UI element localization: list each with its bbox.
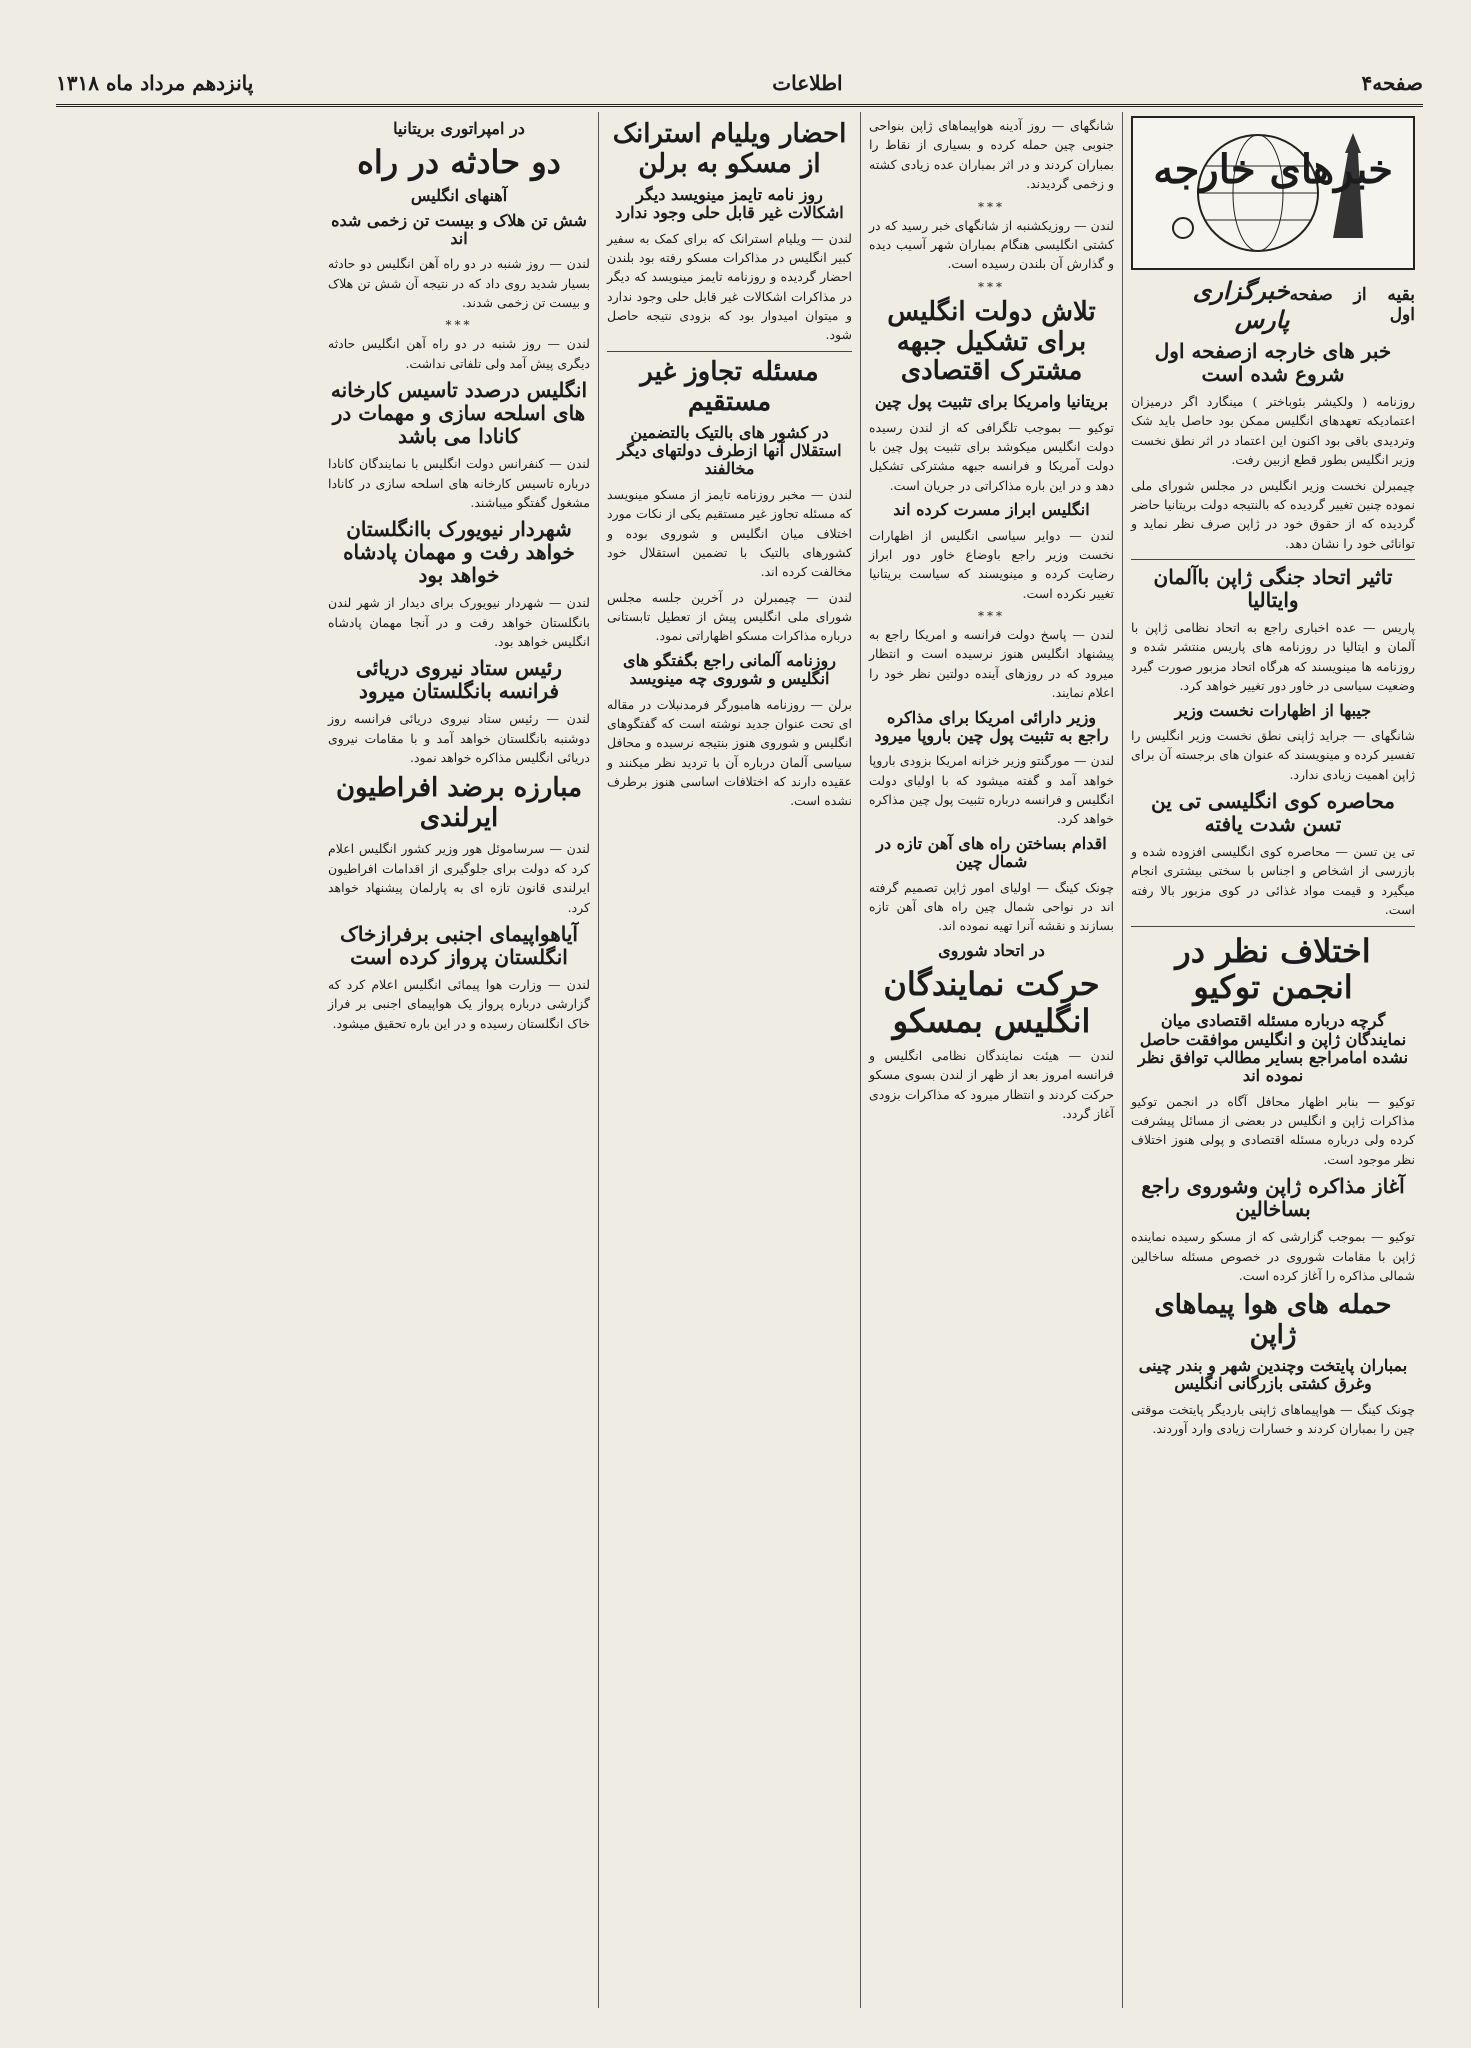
article-text: لندن — روز شنبه در دو راه آهن انگلیس حادثه دیگری پیش آمد ولی تلفاتی نداشت. [328, 336, 590, 371]
separator-stars: *** [978, 279, 1005, 294]
section-tag-empire: در امپراتوری بریتانیا [393, 119, 525, 138]
headline-german-paper: روزنامه آلمانی راجع بگفتگو های انگلیس و شوروی چه مینویسد [623, 650, 836, 689]
article-text: شانگهای — روز آدینه هواپیماهای ژاپن بنواحی جنوبی چین حمله کرده و بسیاری از نقاط را بمباران کردند و در اثر بمباران عده زیادی کشته و زخمی گردیدند. [869, 118, 1114, 192]
headline-alliance: تاثیر اتحاد جنگی ژاپن باآلمان وایتالیا [1153, 565, 1393, 612]
subheadline-rail: آهنهای انگلیس [410, 186, 508, 206]
article-text: چونک کینگ — اولیای امور ژاپن تصمیم گرفته اند در نواحی شمال چین راه های آهن تازه بسازند و نقشه آنرا تهیه نموده اند. [869, 879, 1114, 934]
agency-name: خبرگزاری پارس [1192, 276, 1290, 334]
headline-foreign-plane: آیاهواپیمای اجنبی برفرازخاک انگلستان پرواز کرده است [340, 921, 578, 969]
banner-title: خبرهای خارجه [1153, 146, 1393, 193]
subheadline-casualties: شش تن هلاک و بیست تن زخمی شده اند [331, 210, 587, 248]
article-text: لندن — ویلیام استرانک که برای کمک به سفیر کبیر انگلیس در مذاکرات مسکو رفته بود بلندن احضار گردیده و روزنامه تایمز مینویسد که دیگر در مذاکرات اشکالات غیر قابل حلی وجود ندارد و میتوان امیدوار بود که بزودی نتیجه حاصل شود. [607, 230, 852, 343]
article-text: لندن — وزارت هوا پیمائی انگلیس اعلام کرد که گزارشی درباره پرواز یک هواپیمای اجنبی بر فراز خاک انگلستان رسیده و در این باره تحقیق میشود. [328, 976, 590, 1031]
headline-morgenthau: وزیر دارائی امریکا برای مذاکره راجع به تثبیت پول چین باروپا میرود [874, 707, 1109, 745]
newspaper-name: اطلاعات [772, 71, 843, 95]
continued-line [1131, 276, 1415, 334]
headline-tokyo: اختلاف نظر در انجمن توکیو [1175, 931, 1371, 1007]
page-number: صفحه۴ [1361, 71, 1423, 95]
headline-satisfaction: انگلیس ابراز مسرت کرده اند [893, 500, 1090, 520]
folio-rule [56, 104, 1423, 107]
article-text: لندن — چیمبرلن در آخرین جلسه مجلس شورای ملی انگلیس پیش از تعطیل تابستانی درباره مذاکرات مسکو اظهاراتی نمود. [607, 589, 852, 644]
subheadline-baltic: در کشور های بالتیک بالتضمین استقلال آنها ازطرف دولتهای دیگر مخالفند [617, 422, 842, 479]
subheadline-times: روز نامه تایمز مینویسد دیگر اشکالات غیر قابل حلی وجود ندارد [615, 184, 844, 223]
headline-tientsin: محاصره کوی انگلیسی تی ین تسن شدت یافته [1151, 789, 1395, 837]
column-foreign-news [1123, 112, 1423, 2008]
article-text: شانگهای — جراید ژاپنی نطق نخست وزیر انگلیس را تفسیر کرده و مینویسند که عنوان های برجسته آن برای ژاپن اهمیت زیادی ندارد. [1131, 727, 1415, 782]
article-text: لندن — رئیس ستاد نیروی دریائی فرانسه روز دوشنبه بانگلستان خواهد آمد و با مقامات نیروی دریائی انگلیس مذاکره خواهد نمود. [328, 711, 590, 766]
article-text: لندن — هیئت نمایندگان نظامی انگلیس و فرانسه امروز بعد از ظهر از لندن بسوی مسکو حرکت کردند و انتظار میرود که مذاکرات بزودی آغاز گردد. [869, 1047, 1114, 1121]
article-text: چونک کینگ — هواپیماهای ژاپنی باردیگر پایتخت موقتی چین را بمباران کردند و خسارات زیادی وارد آوردند. [1131, 1401, 1415, 1437]
article-text: لندن — کنفرانس دولت انگلیس با نمایندگان کانادا درباره تاسیس کارخانه های اسلحه سازی در کانادا مشغول گفتگو میباشند. [328, 456, 590, 510]
article-text: لندن — مورگنتو وزیر خزانه امریکا بزودی باروپا خواهد آمد و گفته میشود که با اولیای دولت انگلیس و فرانسه درباره تثبیت پول چین مذاکره خواهد کرد. [869, 753, 1114, 827]
article-text: لندن — مخبر روزنامه تایمز از مسکو مینویسد که مسئله تجاوز غیر مستقیم یکی از نکات مورد اختلاف میان انگلیس و شوروی بوده و کشورهای بالتیک با تضمین استقلال خود مخالفت کرده اند. [607, 486, 852, 580]
subheadline-tokyo: گرچه درباره مسئله اقتصادی میان نمایندگان ژاپن و انگلیس موافقت حاصل نشده امامراجع بسایر مطالب توافق نظر نموده اند [1137, 1011, 1409, 1086]
headline-reaction: جیبها از اظهارات نخست وزیر [1174, 700, 1372, 720]
article-text: تی ین تسن — محاصره کوی انگلیسی افزوده شده و بازرسی از اشخاص و اجناس با سختی بیشتری انجام میگیرد و قیمت مواد غذائی در کوی مزبور بالا رفته است. [1131, 844, 1415, 918]
article-text: لندن — روزیکشنبه از شانگهای خبر رسید که در کشتی انگلیسی هنگام بمباران شهر آسیب دیده و گذارش آن بلندن رسیده است. [869, 217, 1114, 272]
continued-note: بقیه از صفحه اول [1289, 285, 1415, 325]
column-british-empire [320, 112, 599, 2008]
article-text: توکیو — بموجب گزارشی که از مسکو رسیده نماینده ژاپن با مقامات شوروی در خصوص مسئله ساخالین شمالی مذاکره را آغاز کرده است. [1131, 1229, 1415, 1283]
article-text: لندن — روز شنبه در دو راه آهن انگلیس دو حادثه بسیار شدید روی داد که در نتیجه آن شش تن هلاک و بیست تن زخمی شدند. [328, 256, 590, 311]
headline-canada-factories: انگلیس درصدد تاسیس کارخانه های اسلحه سازی و مهمات در کانادا می باشد [330, 378, 588, 449]
article-text: روزنامه ( ولکیشر بئوباختر ) مینگارد اگر درمیزان اعتمادیکه تعهدهای انگلیس ممکن بود حاصل باید شک وتردیدی باقی بود اکنون این اعتماد در اثر نطق نخست وزیر انگلیس بطور قطع ازبین رفت. [1131, 394, 1415, 468]
headline-french-navy: رئیس ستاد نیروی دریائی فرانسه بانگلستان میرود [356, 656, 562, 704]
headline-air-raids: حمله های هوا پیماهای ژاپن [1154, 1290, 1392, 1351]
article-text: لندن — دوایر سیاسی انگلیس از اظهارات نخست وزیر راجع باوضاع خاور دور ابراز رضایت کرده و مینویسند که سیاست بریتانیا تغییر نکرده است. [869, 527, 1114, 601]
article-text: توکیو — بنابر اظهار محافل آگاه در انجمن توکیو مذاکرات ژاپن و انگلیس در بعضی از مسائل پیشرفت کرده ولی درباره مسئله اقتصادی و پولی هنوز اختلاف نظر موجود است. [1131, 1093, 1415, 1167]
separator-stars: *** [445, 318, 473, 333]
article-text: لندن — شهردار نیویورک برای دیدار از شهر لندن بانگلستان خواهد رفت و در آنجا مهمان پادشاه انگلیس خواهد بود. [328, 595, 590, 650]
headline-continued: خبر های خارجه ازصفحه اول شروع شده است [1154, 339, 1392, 386]
foreign-news-banner [1131, 116, 1415, 270]
headline-nyc-mayor: شهردار نیویورک باانگلستان خواهد رفت و مهمان پادشاه خواهد بود [343, 517, 575, 588]
article-text: لندن — پاسخ دولت فرانسه و امریکا راجع به پیشنهاد انگلیس هنوز نرسیده است و انتظار میرود که در روزهای آینده دولتین نظر خود را اعلام نمایند. [869, 627, 1114, 701]
separator-stars: *** [978, 609, 1005, 624]
subheadline-currency: بریتانیا وامریکا برای تثبیت پول چین [874, 392, 1109, 412]
separator-stars: *** [978, 199, 1005, 214]
subheadline-air-raids: بمباران پایتخت وچندین شهر و بندر چینی وغرق کشتی بازرگانی انگلیس [1138, 1356, 1408, 1394]
folio-bar [56, 66, 1423, 100]
article-text: پاریس — عده اخباری راجع به اتحاد نظامی ژاپن با آلمان و ایتالیا در روزنامه های پاریس منتشر شده و روزنامه ها مینویسند که هرگاه اتحاد مزبور صورت گیرد وضعیت سیاسی در خاور دور تغییر خواهد کرد. [1131, 620, 1415, 694]
article-text: برلن — روزنامه هامبورگر فرمدنبلات در مقاله ای تحت عنوان جدید نوشته است که گفتگوهای انگلیس و شوروی هنوز بنتیجه نرسیده و محافل سیاسی آلمان درباره آن با تردید نظر میکنند و عقیده دارند که اختلافات اساسی هنوز برطرف نشده است. [607, 696, 852, 809]
section-tag-ussr: در اتحاد شوروی [938, 940, 1045, 960]
column-moscow-talks [599, 112, 861, 2008]
issue-date: پانزدهم مرداد ماه ۱۳۱۸ [56, 71, 254, 95]
headline-delegation: حرکت نمایندگان انگلیس بمسکو [883, 965, 1100, 1040]
columns [56, 112, 1423, 2008]
headline-economic-front: تلاش دولت انگلیس برای تشکیل جبهه مشترک اقتصادی [887, 296, 1096, 387]
headline-strang: احضار ویلیام استرانک از مسکو به برلن [612, 119, 847, 179]
column-china-news [861, 112, 1123, 2008]
headline-rail-accidents: دو حادثه در راه [357, 143, 561, 182]
article-text: چیمبرلن نخست وزیر انگلیس در مجلس شورای ملی نموده چنین تغییر گردیده که بالنتیجه دولت بریتانیا حاضر گردیده که از حقوق خود در ژاپن صرف نظر نماید و توانائی خود را نشان دهد. [1131, 477, 1415, 551]
article-text: لندن — سرساموئل هور وزیر کشور انگلیس اعلام کرد که دولت برای جلوگیری از اقدامات افراطیون ایرلندی قانون تازه ای به پارلمان پیشنهاد خواهد کرد. [328, 841, 590, 915]
article-text: توکیو — بموجب تلگرافی که از لندن رسیده دولت انگلیس میکوشد برای تثبیت پول چین با دولت آمریکا و فرانسه جبهه مشترکی تشکیل دهد و در این باره مذاکراتی در جریان است. [869, 419, 1114, 493]
headline-railways: اقدام بساختن راه های آهن تازه در شمال چین [876, 833, 1107, 872]
headline-sakhalin: آغاز مذاکره ژاپن وشوروی راجع بساخالین [1141, 1174, 1405, 1222]
headline-indirect-aggression: مسئله تجاوز غیر مستقیم [640, 356, 819, 417]
headline-irish: مبارزه برضد افراطیون ایرلندی [335, 772, 583, 833]
